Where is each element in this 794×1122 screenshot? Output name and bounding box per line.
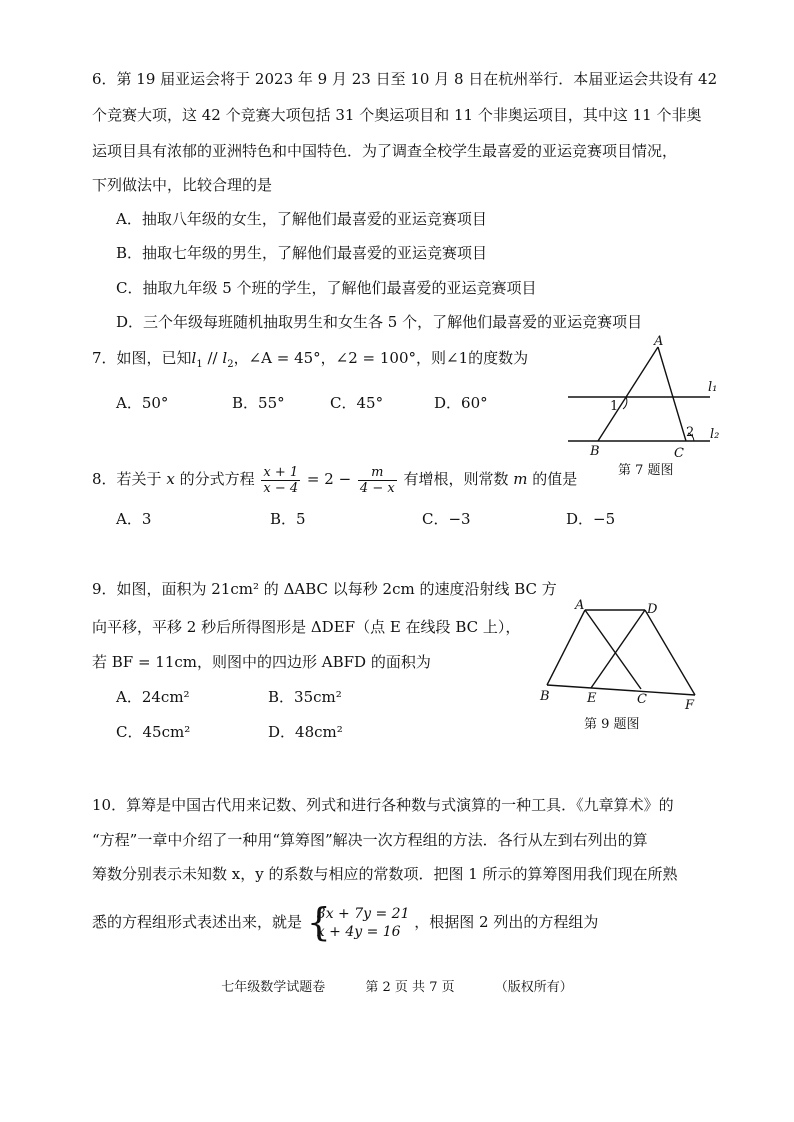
q9-option-c: C．45cm² (116, 723, 191, 741)
q7-sep: // (202, 349, 223, 367)
q10-line-1: 10．算筹是中国古代用来记数、列式和进行各种数与式演算的一种工具．《九章算术》的 (92, 796, 674, 814)
q7-l1-sub: 1 (196, 359, 203, 370)
q8-option-b: B．5 (270, 510, 306, 528)
q7-l2-sub: 2 (227, 359, 234, 370)
q7-side-ab (598, 347, 658, 441)
q6-option-c: C．抽取九年级 5 个班的学生，了解他们最喜爱的亚运竞赛项目 (116, 279, 537, 297)
q8-stem-a: 8．若关于 (92, 470, 162, 488)
q6-option-a: A．抽取八年级的女生，了解他们最喜爱的亚运竞赛项目 (116, 210, 487, 228)
q9-line-2: 向平移，平移 2 秒后所得图形是 ΔDEF（点 E 在线段 BC 上）， (92, 618, 521, 636)
q8-option-a: A．3 (116, 510, 152, 528)
q9-segment-df (645, 610, 695, 695)
page-footer (0, 976, 794, 995)
q9-label-a: A (575, 598, 585, 613)
q9-label-b: B (540, 689, 550, 704)
q8-frac2-numerator: m (358, 465, 397, 481)
q8-stem (92, 462, 577, 496)
q8-var-m: m (513, 470, 528, 488)
q7-figure (560, 335, 730, 465)
q9-figure-caption: 第 9 题图 (584, 717, 640, 732)
q9-segment-ac (585, 610, 641, 689)
q9-label-d: D (647, 602, 658, 617)
q10-line-3: 筹数分别表示未知数 x，y 的系数与相应的常数项．把图 1 所示的算筹图用我们现在所熟 (92, 865, 678, 883)
q9-option-b: B．35cm² (268, 688, 342, 706)
q8-stem-d: 的值是 (532, 470, 578, 488)
q7-option-d: D．60° (434, 394, 488, 412)
q8-option-d: D．−5 (566, 510, 616, 528)
q9-option-d: D．48cm² (268, 723, 343, 741)
q7-stem-a: 7．如图，已知 (92, 349, 192, 367)
q10-line-2: “方程”一章中介绍了一种用“算筹图”解决一次方程组的方法．各行从左到右列出的算 (92, 831, 648, 849)
q8-frac1-denominator: x − 4 (263, 480, 299, 496)
q9-segment-de (591, 610, 645, 688)
footer-copyright: （版权所有） (494, 980, 573, 995)
footer-title: 七年级数学试题卷 (221, 980, 326, 995)
q8-var-x: x (166, 470, 175, 488)
q7-l1: l (191, 349, 197, 367)
q7-l2: l (222, 349, 228, 367)
q7-option-c: C．45° (330, 394, 384, 412)
q6-option-d: D．三个年级每班随机抽取男生和女生各 5 个，了解他们最喜爱的亚运竞赛项目 (116, 313, 643, 331)
q7-stem-b: ，∠A = 45°，∠2 = 100°，则∠1的度数为 (233, 349, 529, 367)
q10-brace: { (306, 900, 331, 944)
q8-stem-b: 的分式方程 (179, 470, 255, 488)
q7-side-ac (658, 347, 686, 441)
q6-line-4: 下列做法中，比较合理的是 (92, 176, 273, 194)
q7-label-b: B (590, 444, 600, 459)
q7-label-2: 2 (686, 425, 695, 440)
q7-option-b: B．55° (232, 394, 285, 412)
q8-fraction-1 (261, 465, 300, 496)
q9-figure (535, 595, 715, 715)
q9-segment-bf (547, 685, 695, 695)
q8-stem-c: 有增根，则常数 (403, 470, 509, 488)
q9-line-1: 9．如图，面积为 21cm² 的 ΔABC 以每秒 2cm 的速度沿射线 BC 方 (92, 580, 557, 598)
q7-option-a: A．50° (116, 394, 169, 412)
q7-label-c: C (674, 446, 684, 461)
q8-mid: = 2 − (306, 470, 352, 488)
q7-figure-caption: 第 7 题图 (618, 463, 674, 478)
q10-line-4 (92, 902, 598, 942)
q9-option-a: A．24cm² (116, 688, 190, 706)
q7-label-1: 1 (610, 399, 619, 414)
q10-eq2: x + 4y = 16 (316, 924, 401, 940)
q8-frac2-denominator: 4 − x (359, 480, 395, 496)
q7-label-l1: l₁ (708, 380, 718, 395)
footer-page: 第 2 页 共 7 页 (365, 980, 455, 995)
q10-eq1: 3x + 7y = 21 (316, 906, 410, 922)
q9-label-f: F (685, 698, 695, 713)
q10-last-a: 悉的方程组形式表述出来，就是 (92, 913, 303, 931)
q8-option-c: C．−3 (422, 510, 471, 528)
q8-frac1-numerator: x + 1 (263, 464, 299, 480)
q9-line-3: 若 BF = 11cm，则图中的四边形 ABFD 的面积为 (92, 653, 431, 671)
q9-label-e: E (587, 691, 597, 706)
q8-fraction-2 (358, 465, 397, 496)
q6-line-3: 运项目具有浓郁的亚洲特色和中国特色．为了调查全校学生最喜爱的亚运竞赛项目情况， (92, 142, 678, 160)
q7-stem (92, 347, 528, 376)
q7-label-a: A (654, 335, 664, 349)
q9-segment-ab (547, 610, 585, 685)
q6-option-b: B．抽取七年级的男生，了解他们最喜爱的亚运竞赛项目 (116, 244, 488, 262)
q7-label-l2: l₂ (710, 427, 720, 442)
q6-line-2: 个竞赛大项，这 42 个竞赛大项包括 31 个奥运项目和 11 个非奥运项目，其中这 11 个非奥 (92, 106, 702, 124)
q10-equation-system (306, 900, 410, 944)
q10-last-b: ，根据图 2 列出的方程组为 (414, 913, 599, 931)
q6-line-1: 6．第 19 届亚运会将于 2023 年 9 月 23 日至 10 月 8 日在杭州举行．本届亚运会共设有 42 (92, 70, 718, 88)
q9-label-c: C (637, 692, 647, 707)
